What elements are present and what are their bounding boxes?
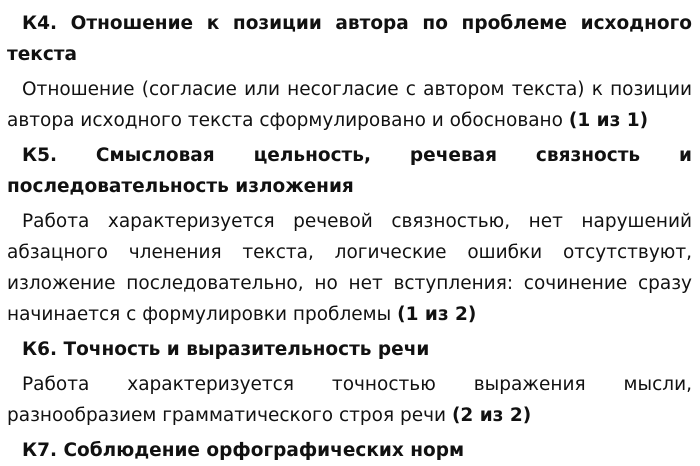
criterion-k4-heading: К4. Отношение к позиции автора по проблеме исходного текста	[7, 13, 692, 65]
criterion-k4-text	[7, 74, 692, 136]
criterion-k5-score: (1 из 2)	[397, 304, 477, 325]
criterion-k5-description: Работа характеризуется речевой связностью, нет нарушений абзацного членения текста, логические ошибки отсутствуют, изложение последовательно, но нет вступления: сочинение сразу начинается с формулировки проблемы	[7, 211, 692, 325]
criterion-k6-heading: К6. Точность и выразительность речи	[22, 339, 430, 360]
criterion-k6-description: Работа характеризуется точностью выражения мысли, разнообразием грамматического строя речи	[7, 374, 692, 426]
criterion-k6-score: (2 из 2)	[451, 405, 532, 426]
criterion-k5-text	[7, 206, 692, 330]
criterion-k4-score: (1 из 1)	[568, 110, 649, 131]
criterion-k5-heading: К5. Смысловая цельность, речевая связность и последовательность изложения	[7, 145, 692, 197]
criterion-k4-description: Отношение (согласие или несогласие с автором текста) к позиции автора исходного текста сформулировано и обосновано	[7, 79, 692, 131]
criterion-k6-text	[7, 369, 692, 431]
criterion-k7-heading: К7. Соблюдение орфографических норм	[22, 440, 465, 461]
